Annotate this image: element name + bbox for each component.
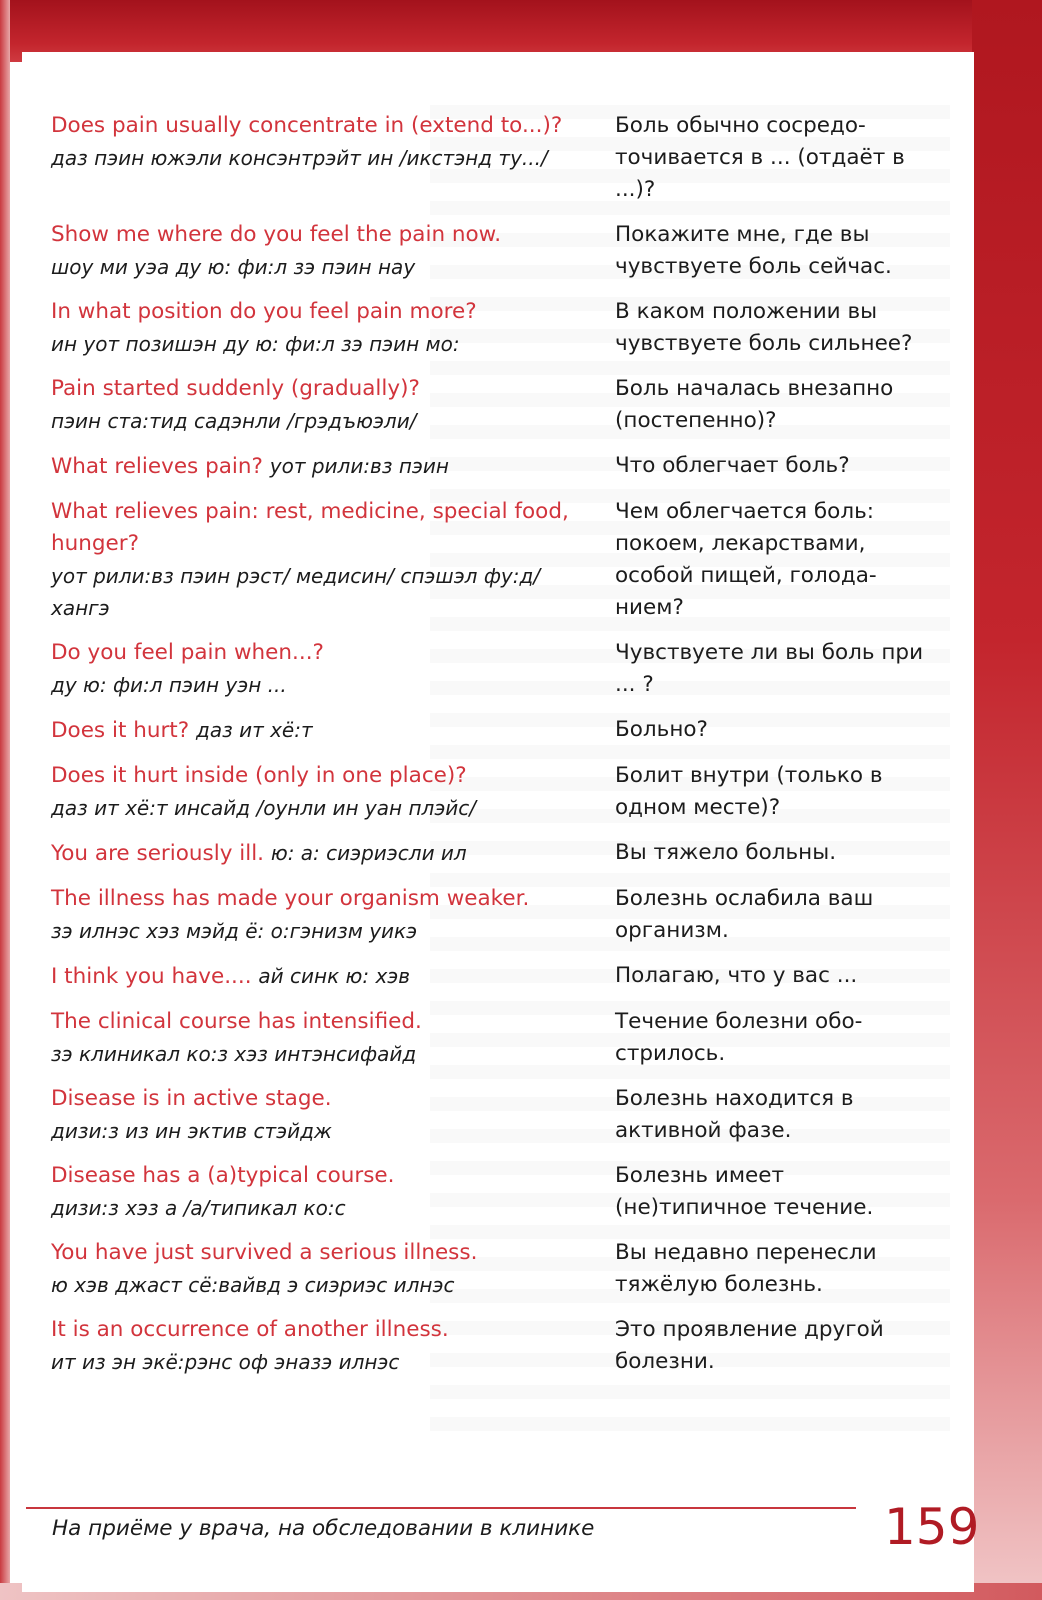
footer-section-title: На приёме у врача, на обследовании в клинике	[52, 1516, 595, 1541]
russian-translation: Покажите мне, где вы чувствуете боль сейчас.	[615, 222, 892, 279]
russian-translation: Вы тяжело больны.	[615, 840, 837, 865]
phrase-row	[51, 637, 931, 701]
phrase-row	[51, 1083, 931, 1147]
russian-translation: Течение болезни обострилось.	[615, 1009, 863, 1066]
russian-translation: Боль обычно сосредоточивается в ... (отдаёт в ...)?	[615, 113, 905, 202]
transcription: даз ит хё:т инсайд /оунли ин уан плэйс/	[51, 796, 477, 820]
english-phrase: Disease has a (a)typical course.	[51, 1163, 395, 1188]
phrase-list	[51, 110, 931, 1391]
phrase-row	[51, 296, 931, 360]
russian-translation: Это проявление другой болезни.	[615, 1317, 884, 1374]
right-red-band	[972, 0, 1042, 1600]
transcription: пэин ста:тид садэнли /грэдъюэли/	[51, 409, 417, 433]
transcription: ю: а: сиэриэсли ил	[270, 841, 467, 865]
transcription: дизи:з из ин эктив стэйдж	[51, 1119, 332, 1143]
russian-translation: Боль началась внезапно (постепенно)?	[615, 376, 894, 433]
phrase-row	[51, 450, 931, 483]
transcription: зэ клиникал ко:з хэз интэнсифайд	[51, 1042, 417, 1066]
phrase-row	[51, 837, 931, 870]
russian-translation: Болезнь находится в активной фазе.	[615, 1086, 854, 1143]
footer-rule	[26, 1507, 856, 1509]
english-phrase: The illness has made your organism weaker.	[51, 886, 530, 911]
phrase-row	[51, 1237, 931, 1301]
phrase-row	[51, 883, 931, 947]
phrase-row	[51, 1006, 931, 1070]
english-phrase: It is an occurrence of another illness.	[51, 1317, 449, 1342]
russian-translation: Болезнь имеет (не)типичное течение.	[615, 1163, 874, 1220]
phrase-row	[51, 960, 931, 993]
english-phrase: Does it hurt?	[51, 718, 190, 743]
transcription: ит из эн экё:рэнс оф эназэ илнэс	[51, 1350, 400, 1374]
transcription: шоу ми уэа ду ю: фи:л зэ пэин нау	[51, 255, 416, 279]
russian-translation: Вы недавно перенесли тяжёлую болезнь.	[615, 1240, 877, 1297]
russian-translation: Чувствуете ли вы боль при ... ?	[615, 640, 924, 697]
russian-translation: Болезнь ослабила ваш организм.	[615, 886, 874, 943]
transcription: уот рили:вз пэин рэст/ медисин/ спэшэл фу:д/ хангэ	[51, 564, 541, 620]
english-phrase: Disease is in active stage.	[51, 1086, 332, 1111]
transcription: дизи:з хэз а /а/типикал ко:с	[51, 1196, 346, 1220]
transcription: даз пэин южэли консэнтрэйт ин /икстэнд ту.../	[51, 146, 548, 170]
left-edge-band	[0, 0, 10, 1600]
english-phrase: Does pain usually concentrate in (extend to...)?	[51, 113, 563, 138]
english-phrase: In what position do you feel pain more?	[51, 299, 477, 324]
transcription: ай синк ю: хэв	[258, 964, 411, 988]
phrase-row	[51, 714, 931, 747]
russian-translation: Больно?	[615, 717, 708, 742]
english-phrase: What relieves pain: rest, medicine, special food, hunger?	[51, 499, 569, 556]
russian-translation: Чем облегчается боль: покоем, лекарствами, особой пищей, голоданием?	[615, 499, 877, 620]
page-number: 159	[884, 1498, 980, 1556]
english-phrase: Does it hurt inside (only in one place)?	[51, 763, 467, 788]
phrase-row	[51, 219, 931, 283]
transcription: ю хэв джаст сё:вайвд э сиэриэс илнэс	[51, 1273, 455, 1297]
transcription: ин уот позишэн ду ю: фи:л зэ пэин мо:	[51, 332, 460, 356]
transcription: уот рили:вз пэин	[269, 454, 449, 478]
russian-translation: Что облегчает боль?	[615, 453, 850, 478]
english-phrase: What relieves pain?	[51, 454, 263, 479]
russian-translation: Полагаю, что у вас ...	[615, 963, 858, 988]
english-phrase: I think you have....	[51, 964, 252, 989]
english-phrase: Pain started suddenly (gradually)?	[51, 376, 420, 401]
transcription: ду ю: фи:л пэин уэн ...	[51, 673, 287, 697]
phrase-row	[51, 496, 931, 624]
phrase-row	[51, 110, 931, 206]
transcription: даз ит хё:т	[196, 718, 313, 742]
phrase-row	[51, 373, 931, 437]
english-phrase: Show me where do you feel the pain now.	[51, 222, 502, 247]
english-phrase: Do you feel pain when...?	[51, 640, 324, 665]
transcription: зэ илнэс хэз мэйд ё: о:гэнизм уикэ	[51, 919, 418, 943]
phrase-row	[51, 1314, 931, 1378]
phrase-row	[51, 760, 931, 824]
english-phrase: You are seriously ill.	[51, 841, 265, 866]
russian-translation: Болит внутри (только в одном месте)?	[615, 763, 883, 820]
russian-translation: В каком положении вы чувствуете боль сильнее?	[615, 299, 913, 356]
english-phrase: You have just survived a serious illness.	[51, 1240, 478, 1265]
phrase-row	[51, 1160, 931, 1224]
english-phrase: The clinical course has intensified.	[51, 1009, 422, 1034]
